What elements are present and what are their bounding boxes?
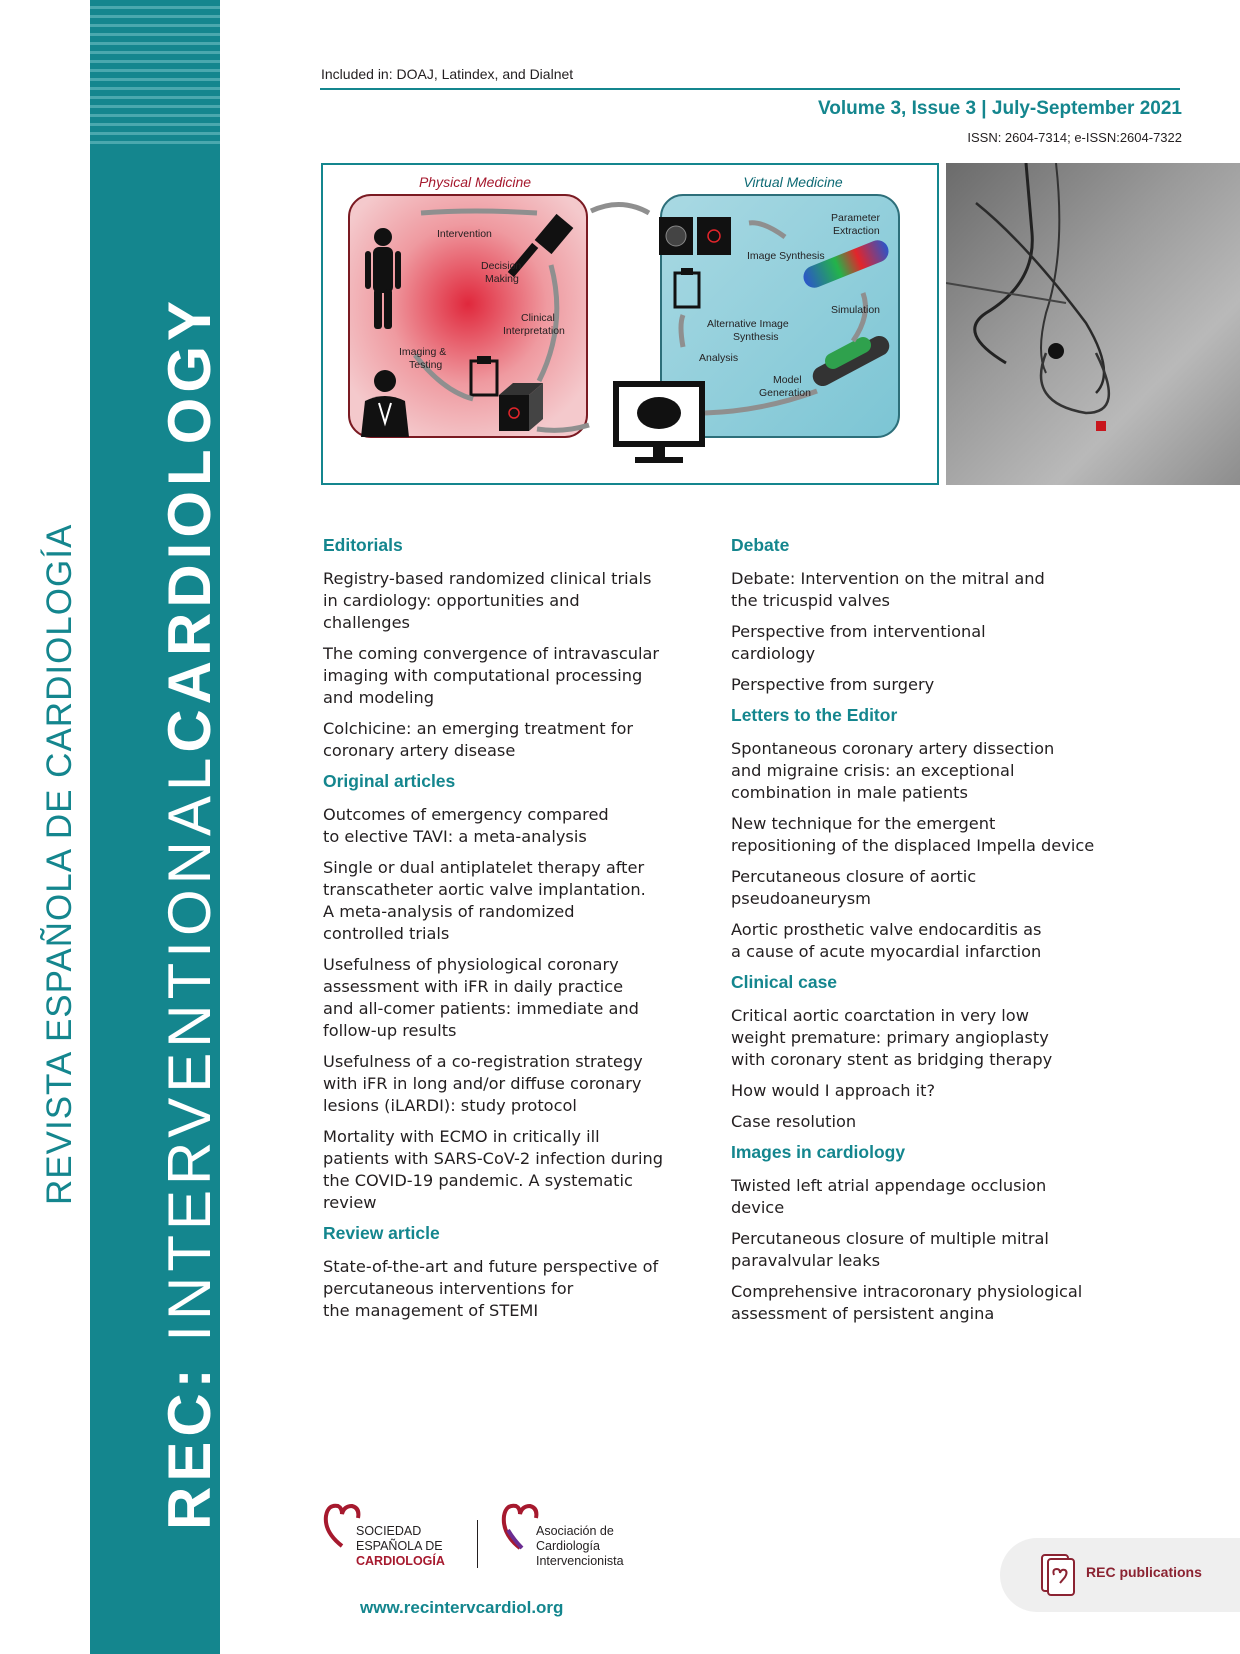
toc-section — [323, 1223, 683, 1322]
label-clinical: Clinical — [521, 312, 555, 324]
toc-article-line: repositioning of the displaced Impella device — [731, 836, 1095, 855]
sec-logo — [320, 1500, 470, 1580]
toc-article-line: A meta-analysis of randomized — [323, 902, 575, 921]
toc-section — [731, 705, 1111, 963]
toc-section — [323, 771, 683, 1214]
toc-article-line: the tricuspid valves — [731, 591, 890, 610]
toc-article-title[interactable] — [731, 674, 1111, 696]
toc-article-line: transcatheter aortic valve implantation. — [323, 880, 646, 899]
toc-article-line: How would I approach it? — [731, 1081, 936, 1100]
angiography-illustration — [946, 163, 1240, 485]
logo-divider — [477, 1520, 478, 1568]
toc-section — [731, 535, 1111, 696]
journal-title-prefix: REC: — [156, 1341, 223, 1530]
toc-article-title[interactable] — [323, 1256, 683, 1322]
label-testing: Testing — [409, 359, 443, 371]
toc-article-line: review — [323, 1193, 377, 1212]
toc-article-title[interactable] — [323, 643, 683, 709]
toc-article-line: challenges — [323, 613, 410, 632]
toc-article-line: Outcomes of emergency compared — [323, 805, 609, 824]
toc-article-title[interactable] — [731, 919, 1111, 963]
aci-logo — [494, 1500, 654, 1580]
toc-article-line: with coronary stent as bridging therapy — [731, 1050, 1053, 1069]
toc-article-line: Critical aortic coarctation in very low — [731, 1006, 1029, 1025]
aci-line3: Intervencionista — [536, 1554, 624, 1568]
toc-article-line: Debate: Intervention on the mitral and — [731, 569, 1045, 588]
toc-article-line: follow-up results — [323, 1021, 457, 1040]
volume-issue: Volume 3, Issue 3 | July-September 2021 — [817, 98, 1182, 119]
scanner-cube-icon — [499, 383, 543, 431]
toc-article-line: Percutaneous closure of aortic — [731, 867, 977, 886]
toc-section-title: Editorials — [323, 535, 403, 555]
toc-article-line: to elective TAVI: a meta-analysis — [323, 827, 587, 846]
toc-article-title[interactable] — [731, 1175, 1111, 1219]
label-model: Model — [773, 374, 802, 386]
toc-article-line: Spontaneous coronary artery dissection — [731, 739, 1055, 758]
toc-article-title[interactable] — [731, 1111, 1111, 1133]
toc-article-line: Usefulness of physiological coronary — [323, 955, 619, 974]
toc-article-title[interactable] — [731, 1080, 1111, 1102]
journal-website-link[interactable]: www.recintervcardiol.org — [360, 1598, 564, 1617]
toc-article-line: weight premature: primary angioplasty — [731, 1028, 1049, 1047]
toc-article-title[interactable] — [323, 568, 683, 634]
toc-section-title: Letters to the Editor — [731, 705, 898, 725]
label-image-synthesis: Image Synthesis — [747, 250, 825, 262]
angiography-image — [946, 163, 1240, 485]
label-imaging: Imaging & — [399, 346, 447, 358]
toc-article-line: coronary artery disease — [323, 741, 516, 760]
toc-article-title[interactable] — [323, 857, 683, 945]
toc-article-line: New technique for the emergent — [731, 814, 996, 833]
label-extraction: Extraction — [833, 225, 880, 237]
sec-line1: SOCIEDAD — [356, 1524, 422, 1538]
toc-article-line: assessment of persistent angina — [731, 1304, 995, 1323]
spine-stripes — [90, 0, 220, 150]
toc-article-line: Usefulness of a co-registration strategy — [323, 1052, 643, 1071]
label-decision: Decision — [481, 260, 522, 272]
toc-article-line: pseudoaneurysm — [731, 889, 871, 908]
rec-publications-badge — [1000, 1538, 1240, 1612]
toc-article-line: combination in male patients — [731, 783, 968, 802]
sec-line2: ESPAÑOLA DE — [356, 1539, 443, 1553]
journal-title-main: INTERVENTIONAL — [156, 752, 223, 1342]
journal-subtitle: REVISTA ESPAÑOLA DE CARDIOLOGÍA — [40, 523, 79, 1205]
toc-article-line: Aortic prosthetic valve endocarditis as — [731, 920, 1042, 939]
toc-article-line: Percutaneous closure of multiple mitral — [731, 1229, 1049, 1248]
toc-section-title: Debate — [731, 535, 790, 555]
toc-article-line: paravalvular leaks — [731, 1251, 881, 1270]
toc-article-line: Perspective from surgery — [731, 675, 935, 694]
toc-article-line: cardiology — [731, 644, 816, 663]
journal-title-suffix: CARDIOLOGY — [156, 295, 223, 753]
label-interpretation: Interpretation — [503, 325, 565, 337]
toc-article-title[interactable] — [323, 1126, 683, 1214]
toc-article-line: and all-comer patients: immediate and — [323, 999, 639, 1018]
toc-article-line: percutaneous interventions for — [323, 1279, 574, 1298]
toc-article-line: and migraine crisis: an exceptional — [731, 761, 1015, 780]
label-parameter: Parameter — [831, 212, 881, 224]
toc-article-line: assessment with iFR in daily practice — [323, 977, 624, 996]
toc-article-line: lesions (iLARDI): study protocol — [323, 1096, 577, 1115]
toc-article-line: Twisted left atrial appendage occlusion — [731, 1176, 1047, 1195]
toc-article-line: Colchicine: an emerging treatment for — [323, 719, 634, 738]
toc-article-line: Perspective from interventional — [731, 622, 986, 641]
toc-article-title[interactable] — [731, 621, 1111, 665]
toc-article-title[interactable] — [731, 1005, 1111, 1071]
aci-line1: Asociación de — [536, 1524, 614, 1538]
label-synthesis: Synthesis — [733, 331, 779, 343]
toc-article-line: Comprehensive intracoronary physiological — [731, 1282, 1083, 1301]
virtual-medicine-title: Virtual Medicine — [743, 174, 843, 190]
physical-medicine-title: Physical Medicine — [418, 174, 532, 190]
toc-article-line: device — [731, 1198, 785, 1217]
toc-right-column — [731, 535, 1111, 1334]
toc-article-title[interactable] — [731, 866, 1111, 910]
toc-article-line: the COVID-19 pandemic. A systematic — [323, 1171, 633, 1190]
header-rule — [320, 88, 1180, 90]
toc-article-line: Mortality with ECMO in critically ill — [323, 1127, 600, 1146]
toc-article-title[interactable] — [731, 738, 1111, 804]
toc-article-line: Registry-based randomized clinical trials — [323, 569, 652, 588]
toc-article-title[interactable] — [731, 813, 1111, 857]
rec-publications-icon — [1038, 1551, 1078, 1599]
toc-section — [323, 535, 683, 762]
toc-article-title[interactable] — [323, 954, 683, 1042]
toc-article-line: a cause of acute myocardial infarction — [731, 942, 1042, 961]
monitor-icon — [613, 381, 705, 463]
toc-article-line: Case resolution — [731, 1112, 857, 1131]
toc-article-line: patients with SARS-CoV-2 infection during — [323, 1149, 663, 1168]
toc-article-title[interactable] — [731, 1281, 1111, 1325]
label-generation: Generation — [759, 387, 811, 399]
toc-section-title: Review article — [323, 1223, 440, 1243]
toc-article-line: the management of STEMI — [323, 1301, 539, 1320]
physical-virtual-diagram — [323, 165, 937, 483]
issn: ISSN: 2604-7314; e-ISSN:2604-7322 — [967, 130, 1182, 145]
toc-article-title[interactable] — [323, 804, 683, 848]
toc-article-line: controlled trials — [323, 924, 450, 943]
cover-figure — [321, 163, 939, 485]
label-alternative-image: Alternative Image — [707, 318, 789, 330]
label-analysis: Analysis — [699, 352, 739, 364]
toc-article-title[interactable] — [731, 568, 1111, 612]
toc-left-column — [323, 535, 683, 1331]
toc-article-line: and modeling — [323, 688, 435, 707]
toc-article-line: imaging with computational processing — [323, 666, 643, 685]
toc-section-title: Images in cardiology — [731, 1142, 906, 1162]
indexing-note: Included in: DOAJ, Latindex, and Dialnet — [321, 66, 574, 82]
toc-article-line: State-of-the-art and future perspective of — [323, 1257, 659, 1276]
journal-title — [155, 296, 224, 1530]
toc-section-title: Clinical case — [731, 972, 838, 992]
toc-article-title[interactable] — [731, 1228, 1111, 1272]
toc-section-title: Original articles — [323, 771, 456, 791]
toc-article-line: The coming convergence of intravascular — [323, 644, 660, 663]
toc-article-line: Single or dual antiplatelet therapy after — [323, 858, 645, 877]
toc-article-title[interactable] — [323, 718, 683, 762]
toc-section — [731, 972, 1111, 1133]
label-intervention: Intervention — [437, 228, 492, 240]
aci-line2: Cardiología — [536, 1539, 600, 1553]
toc-section — [731, 1142, 1111, 1325]
rec-publications-label: REC publications — [1086, 1564, 1202, 1580]
label-simulation: Simulation — [831, 304, 881, 316]
label-making: Making — [485, 273, 519, 285]
sec-line3: CARDIOLOGÍA — [356, 1554, 445, 1568]
toc-article-title[interactable] — [323, 1051, 683, 1117]
toc-article-line: in cardiology: opportunities and — [323, 591, 580, 610]
toc-article-line: with iFR in long and/or diffuse coronary — [323, 1074, 642, 1093]
